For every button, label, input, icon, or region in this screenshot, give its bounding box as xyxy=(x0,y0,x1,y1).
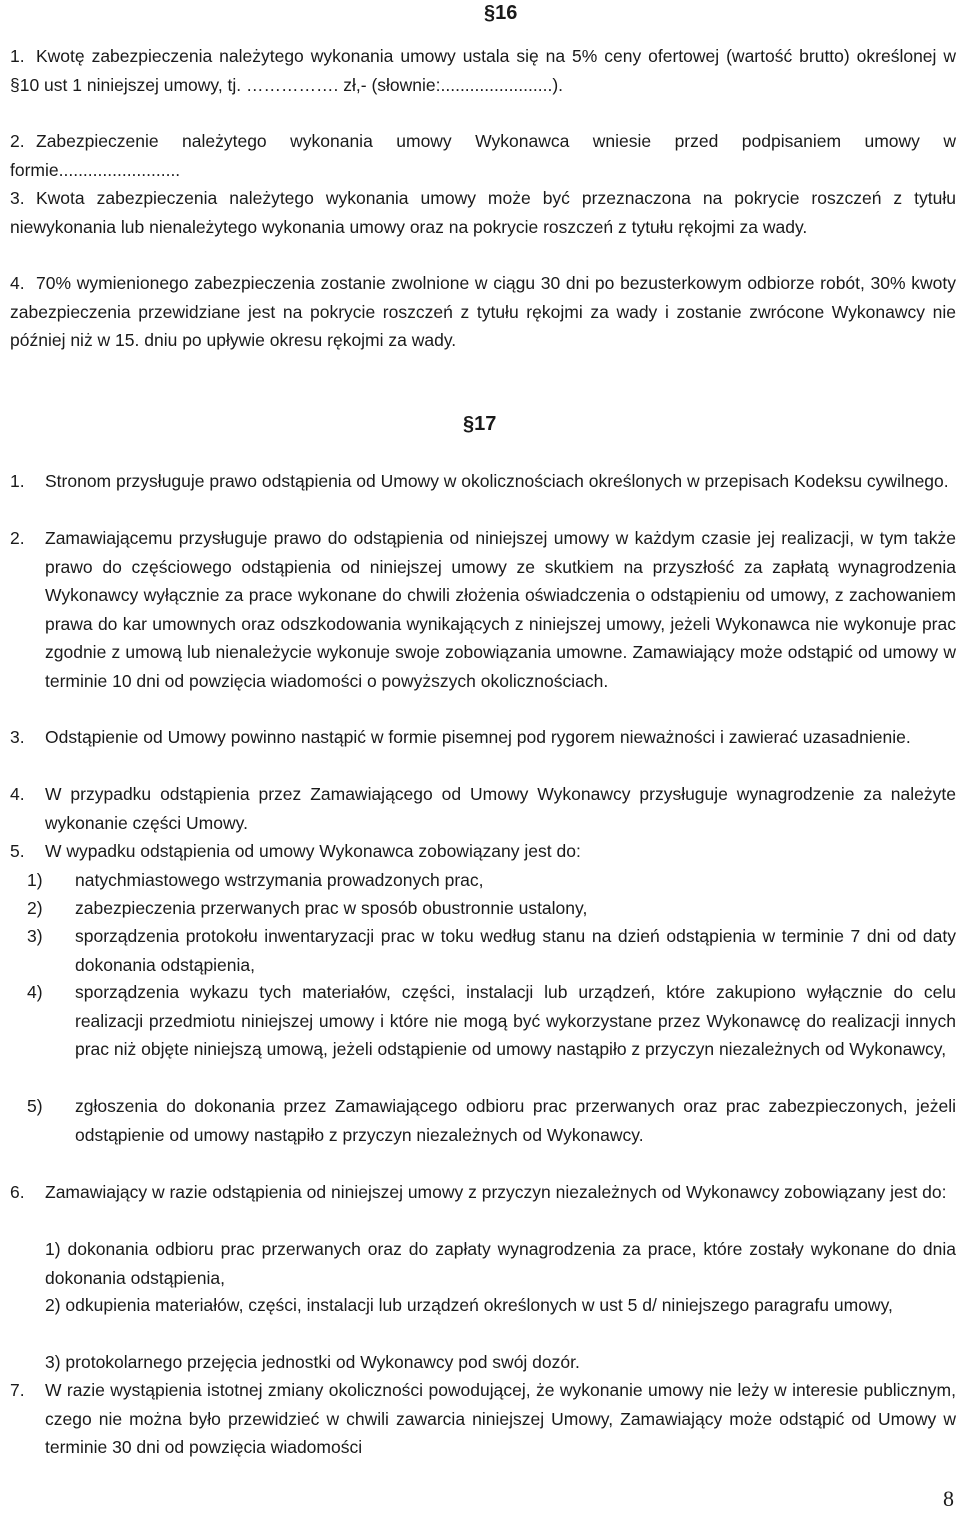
s16-item-1-number: 1. xyxy=(10,46,25,66)
s16-item-2-text: Zabezpieczenie należytego wykonania umowy Wykonawca wniesie przed podpisaniem umowy w formie......................... xyxy=(10,131,956,180)
s17-item-6 xyxy=(10,1178,956,1207)
s17-item-4-text: W przypadku odstąpienia przez Zamawiającego od Umowy Wykonawcy przysługuje wynagrodzenie za należyte wykonanie części Umowy. xyxy=(45,784,956,833)
section-17-title: §17 xyxy=(463,413,497,435)
s17-item-5-number: 5. xyxy=(10,841,25,861)
s17-5-sub-2 xyxy=(27,894,956,923)
s17-5-sub-2-number: 2) xyxy=(27,898,43,918)
s16-item-2 xyxy=(10,127,956,184)
s17-6-sub-2: 2) odkupienia materiałów, części, instalacji lub urządzeń określonych w ust 5 d/ niniejszego paragrafu umowy, xyxy=(45,1295,893,1315)
s17-5-sub-5-number: 5) xyxy=(27,1096,43,1116)
s16-item-1 xyxy=(10,42,956,99)
s16-item-3-number: 3. xyxy=(10,188,25,208)
s17-5-sub-5-text: zgłoszenia do dokonania przez Zamawiającego odbioru prac przerwanych oraz prac zabezpieczonych, jeżeli odstąpienie od umowy nastąpiło z przyczyn niezależnych od Wykonawcy. xyxy=(75,1096,956,1145)
s17-item-6-text: Zamawiający w razie odstąpienia od niniejszej umowy z przyczyn niezależnych od Wykonawcy zobowiązany jest do: xyxy=(45,1182,947,1202)
s17-item-2-number: 2. xyxy=(10,528,25,548)
s16-item-4 xyxy=(10,269,956,355)
s17-item-1 xyxy=(10,467,956,496)
s17-5-sub-1 xyxy=(27,866,956,895)
s17-5-sub-4-text: sporządzenia wykazu tych materiałów, części, instalacji lub urządzeń, które zakupiono wyłącznie do celu realizacji przedmiotu niniejszej umowy i które nie mogą być wykorzystane przez Wykonawcę do realizacji innych prac niż objęte niniejszą umową, jeżeli odstąpienie od umowy nastąpiło z przyczyn niezależnych od Wykonawcy, xyxy=(75,982,956,1059)
s17-item-7-text: W razie wystąpienia istotnej zmiany okoliczności powodującej, że wykonanie umowy nie leży w interesie publicznym, czego nie można było przewidzieć w chwili zawarcia niniejszej Umowy, Zamawiający może odstąpić od Umowy w terminie 30 dni od powzięcia wiadomości xyxy=(45,1380,956,1457)
s17-5-sub-4 xyxy=(27,978,956,1064)
s17-5-sub-5 xyxy=(27,1092,956,1149)
s17-5-sub-3-number: 3) xyxy=(27,926,43,946)
s17-item-7-number: 7. xyxy=(10,1380,25,1400)
s16-item-1-text: Kwotę zabezpieczenia należytego wykonania umowy ustala się na 5% ceny ofertowej (wartość brutto) określonej w §10 ust 1 niniejszej umowy, tj. ……………. zł,- (słownie:.......................). xyxy=(10,46,956,95)
s17-item-1-number: 1. xyxy=(10,471,25,491)
s17-5-sub-4-number: 4) xyxy=(27,982,43,1002)
s16-item-3 xyxy=(10,184,956,241)
s17-5-sub-2-text: zabezpieczenia przerwanych prac w sposób obustronnie ustalony, xyxy=(75,898,588,918)
s17-item-2-text: Zamawiającemu przysługuje prawo do odstąpienia od niniejszej umowy w każdym czasie jej realizacji, w tym także prawo do częściowego odstąpienia od niniejszej umowy ze skutkiem na przyszłość za zapłatą wynagrodzenia Wykonawcy wyłącznie za prace wykonane do chwili złożenia oświadczenia o odstąpieniu od umowy, z zachowaniem prawa do kar umownych oraz odszkodowania wynikających z niniejszej umowy, jeżeli Wykonawca nie wykonuje prac zgodnie z umową lub nienależycie wykonuje swoje zobowiązania umowne. Zamawiający może odstąpić od umowy w terminie 10 dni od powzięcia wiadomości o powyższych okolicznościach. xyxy=(45,528,956,691)
s17-item-3-text: Odstąpienie od Umowy powinno nastąpić w formie pisemnej pod rygorem nieważności i zawierać uzasadnienie. xyxy=(45,727,911,747)
s17-item-2 xyxy=(10,524,956,695)
s17-item-5-text: W wypadku odstąpienia od umowy Wykonawca zobowiązany jest do: xyxy=(45,841,581,861)
s17-5-sub-3-text: sporządzenia protokołu inwentaryzacji prac w toku według stanu na dzień odstąpienia w terminie 7 dni od daty dokonania odstąpienia, xyxy=(75,926,956,975)
s17-item-6-number: 6. xyxy=(10,1182,25,1202)
s16-item-4-text: 70% wymienionego zabezpieczenia zostanie zwolnione w ciągu 30 dni po bezusterkowym odbiorze robót, 30% kwoty zabezpieczenia przewidziane jest na pokrycie roszczeń z tytułu rękojmi za wady i zostanie zwrócone Wykonawcy nie później niż w 15. dniu po upływie okresu rękojmi za wady. xyxy=(10,273,956,350)
s16-item-4-number: 4. xyxy=(10,273,25,293)
s16-item-3-text: Kwota zabezpieczenia należytego wykonania umowy może być przeznaczona na pokrycie roszczeń z tytułu niewykonania lub nienależytego wykonania umowy oraz na pokrycie roszczeń z tytułu rękojmi za wady. xyxy=(10,188,956,237)
s17-item-1-text: Stronom przysługuje prawo odstąpienia od Umowy w okolicznościach określonych w przepisach Kodeksu cywilnego. xyxy=(45,471,949,491)
s17-5-sub-3 xyxy=(27,922,956,979)
page-number: 8 xyxy=(943,1486,954,1511)
s17-item-3-number: 3. xyxy=(10,727,25,747)
s17-item-4 xyxy=(10,780,956,837)
s16-item-2-number: 2. xyxy=(10,131,25,151)
s17-item-4-number: 4. xyxy=(10,784,25,804)
s17-5-sub-1-text: natychmiastowego wstrzymania prowadzonych prac, xyxy=(75,870,484,890)
s17-item-3 xyxy=(10,723,956,752)
s17-6-sub-3: 3) protokolarnego przejęcia jednostki od Wykonawcy pod swój dozór. xyxy=(45,1352,580,1372)
s17-item-7 xyxy=(10,1376,956,1462)
section-16-title: §16 xyxy=(484,2,518,24)
s17-5-sub-1-number: 1) xyxy=(27,870,43,890)
s17-6-sub-1: 1) dokonania odbioru prac przerwanych oraz do zapłaty wynagrodzenia za prace, które zostały wykonane do dnia dokonania odstąpienia, xyxy=(45,1239,956,1288)
s17-item-5 xyxy=(10,837,956,866)
